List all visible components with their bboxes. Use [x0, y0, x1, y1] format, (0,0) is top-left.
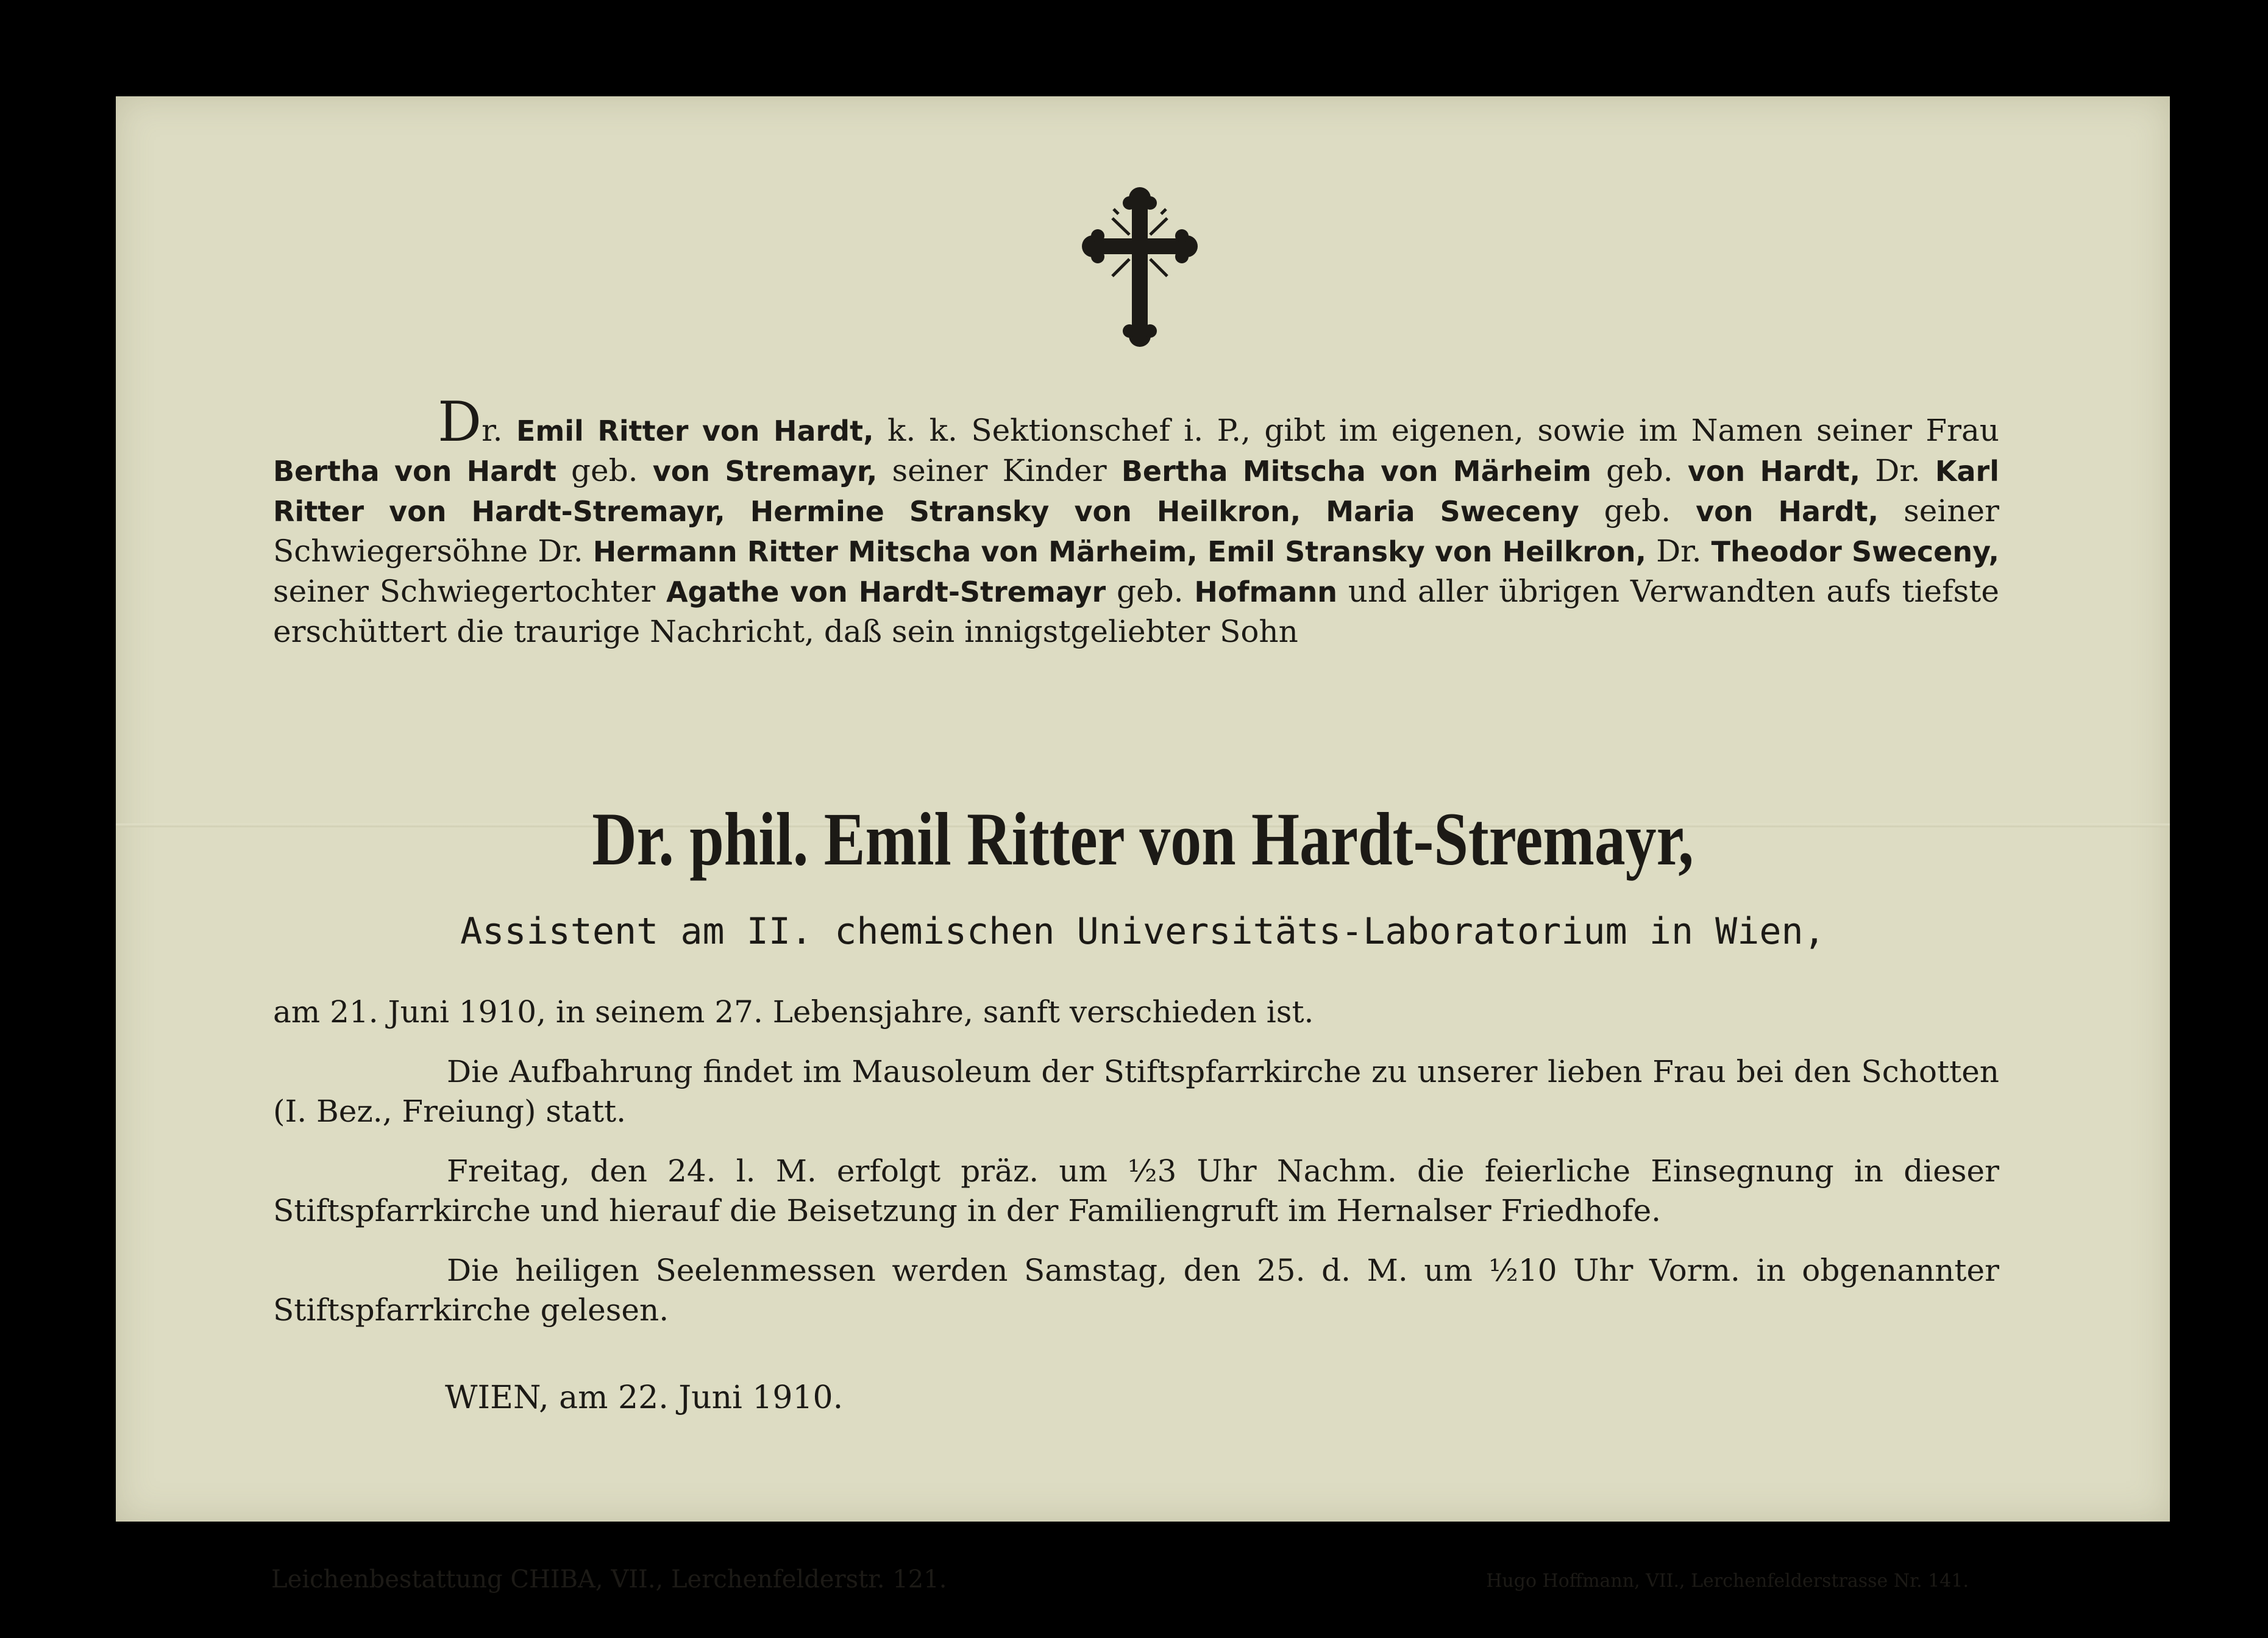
intro-text: seiner Schwiegertochter: [273, 574, 666, 609]
deceased-position: Assistent am II. chemischen Universitäts-Laboratorium in Wien,: [460, 910, 1825, 953]
child-maiden-name: von Hardt,: [1696, 495, 1879, 528]
intro-text: geb.: [1579, 493, 1696, 529]
blessing-paragraph: Freitag, den 24. l. M. erfolgt präz. um ½3 Uhr Nachm. die feierliche Einsegnung in dieser Stiftspfarrkirche und hierauf die Beisetzung in der Familiengruft im Hernalser Friedhofe.: [273, 1153, 1999, 1228]
intro-text: Dr.: [1646, 533, 1712, 569]
masses-paragraph: Die heiligen Seelenmessen werden Samstag, den 25. d. M. um ½10 Uhr Vorm. in obgenannter Stiftspfarrkirche gelesen.: [273, 1253, 1999, 1328]
cross-icon: [1076, 185, 1204, 349]
printer-imprint: Hugo Hoffmann, VII., Lerchenfelderstrasse Nr. 141.: [1486, 1570, 1969, 1592]
sons-in-law-names: Hermann Ritter Mitscha von Märheim, Emil Stransky von Heilkron,: [592, 535, 1646, 568]
intro-text: seiner Kinder: [877, 453, 1122, 488]
intro-text: k. k. Sektionschef i. P., gibt im eigenen, sowie im Namen seiner Frau: [873, 413, 1999, 448]
intro-text: geb.: [1106, 574, 1195, 609]
child-name: Bertha Mitscha von Märheim: [1121, 455, 1591, 488]
death-line: am 21. Juni 1910, in seinem 27. Lebensjahre, sanft verschieden ist.: [273, 994, 1314, 1030]
intro-text: r.: [482, 413, 516, 448]
undertaker-imprint: Leichenbestattung CHIBA, VII., Lerchenfelderstr. 121.: [271, 1565, 947, 1593]
intro-text: seiner Schwiegersöhne Dr.: [273, 493, 2000, 569]
daughter-in-law-maiden-name: Hofmann: [1194, 575, 1337, 608]
daughter-in-law-name: Agathe von Hardt-Stremayr: [666, 575, 1106, 608]
children-names: Karl Ritter von Hardt-Stremayr, Hermine Stransky von Heilkron, Maria Sweceny: [273, 455, 1999, 528]
drop-initial: D: [438, 390, 482, 454]
father-name: Emil Ritter von Hardt,: [516, 415, 874, 447]
mother-maiden-name: von Stremayr,: [652, 455, 878, 488]
dateline: WIEN, am 22. Juni 1910.: [445, 1380, 844, 1416]
announcement-paragraph: [273, 390, 2000, 652]
intro-text: und aller übrigen Verwandten aufs tiefste erschüttert die traurige Nachricht, daß sein innigstgeliebter Sohn: [273, 574, 1999, 649]
intro-text: geb.: [1591, 453, 1688, 488]
notice-body: [273, 992, 1999, 1350]
deceased-name: Dr. phil. Emil Ritter von Hardt-Stremayr,: [592, 797, 1694, 881]
intro-text: geb.: [556, 453, 653, 488]
death-notice-card: [116, 96, 2170, 1593]
child-maiden-name: von Hardt,: [1687, 455, 1861, 488]
viewing-paragraph: Die Aufbahrung findet im Mausoleum der Stiftspfarrkirche zu unserer lieben Frau bei den Schotten (I. Bez., Freiung) statt.: [273, 1054, 1999, 1129]
intro-text: Dr.: [1860, 453, 1935, 488]
mother-name: Bertha von Hardt: [273, 455, 556, 488]
son-in-law-name: Theodor Sweceny,: [1711, 535, 1999, 568]
